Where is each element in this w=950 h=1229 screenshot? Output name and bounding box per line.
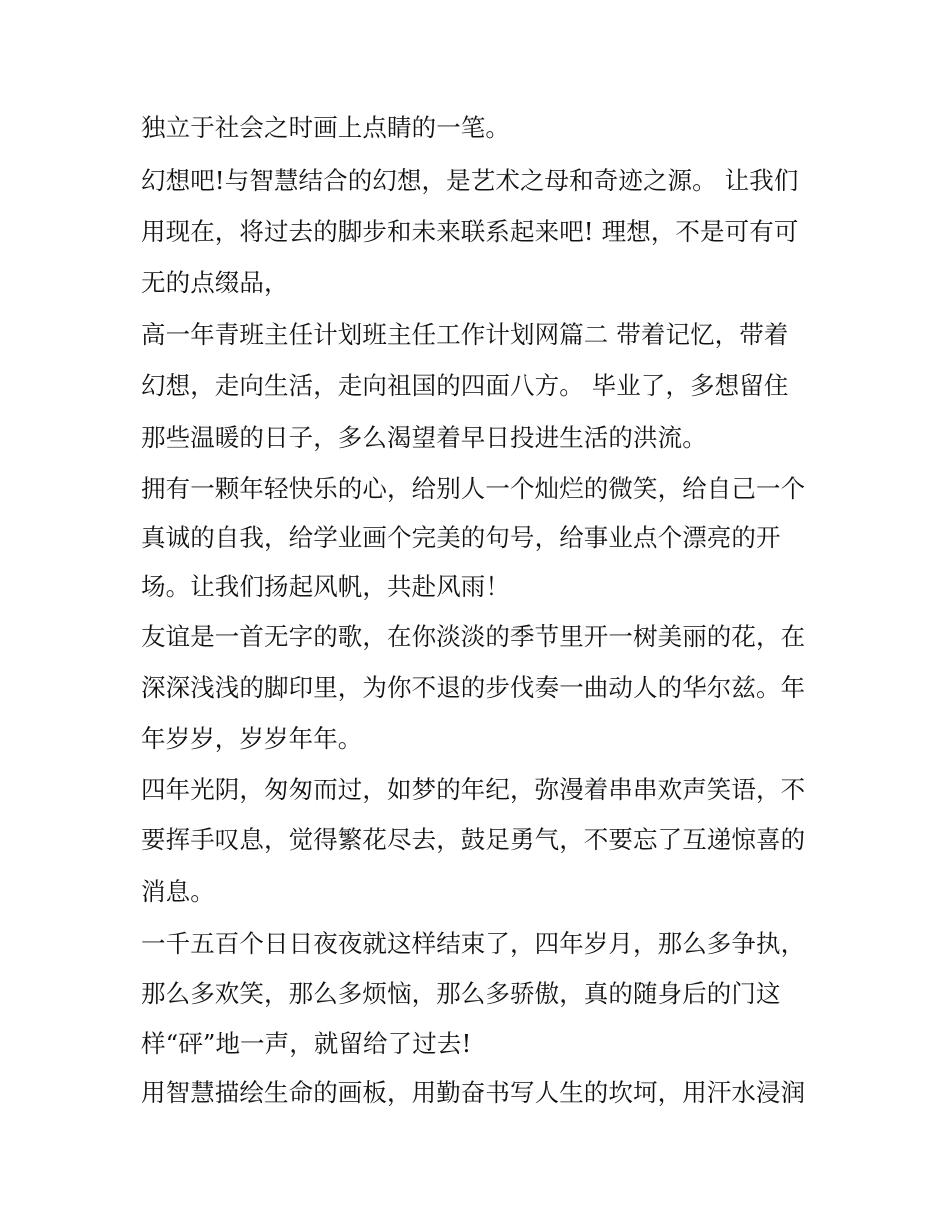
text-line: 四年光阴，匆匆而过，如梦的年纪，弥漫着串串欢声笑语，不 (141, 775, 806, 804)
text-line: 友谊是一首无字的歌，在你淡淡的季节里开一树美丽的花，在 (141, 622, 806, 651)
text-line: 场。让我们扬起风帆，共赴风雨！ (141, 572, 510, 601)
text-line: 要挥手叹息，觉得繁花尽去，鼓足勇气，不要忘了互递惊喜的 (141, 825, 806, 854)
text-line: 无的点缀品， (141, 268, 289, 297)
text-line: 高一年青班主任计划班主任工作计划网篇二 带着记忆，带着 (141, 320, 789, 349)
text-line: 用智慧描绘生命的画板，用勤奋书写人生的坎坷，用汗水浸润 (141, 1078, 806, 1107)
text-line: 用现在，将过去的脚步和未来联系起来吧! 理想，不是可有可 (141, 217, 799, 246)
text-line: 那么多欢笑，那么多烦恼，那么多骄傲，真的随身后的门这 (141, 979, 781, 1008)
text-line: 消息。 (141, 877, 215, 906)
text-line: 一千五百个日日夜夜就这样结束了，四年岁月，那么多争执， (141, 929, 806, 958)
text-line: 深深浅浅的脚印里，为你不退的步伐奏一曲动人的华尔兹。年 (141, 673, 806, 702)
text-line: 年岁岁，岁岁年年。 (141, 724, 363, 753)
text-line: 拥有一颗年轻快乐的心，给别人一个灿烂的微笑，给自己一个 (141, 474, 806, 503)
text-line: 幻想吧!与智慧结合的幻想，是艺术之母和奇迹之源。 让我们 (141, 166, 799, 195)
text-line: 独立于社会之时画上点睛的一笔。 (141, 113, 510, 142)
text-line: 真诚的自我，给学业画个完美的句号，给事业点个漂亮的开 (141, 523, 781, 552)
text-line: 幻想，走向生活，走向祖国的四面八方。 毕业了，多想留住 (141, 371, 789, 400)
text-line: 样“砰”地一声，就留给了过去! (141, 1029, 472, 1058)
text-line: 那些温暖的日子，多么渴望着早日投进生活的洪流。 (141, 423, 707, 452)
